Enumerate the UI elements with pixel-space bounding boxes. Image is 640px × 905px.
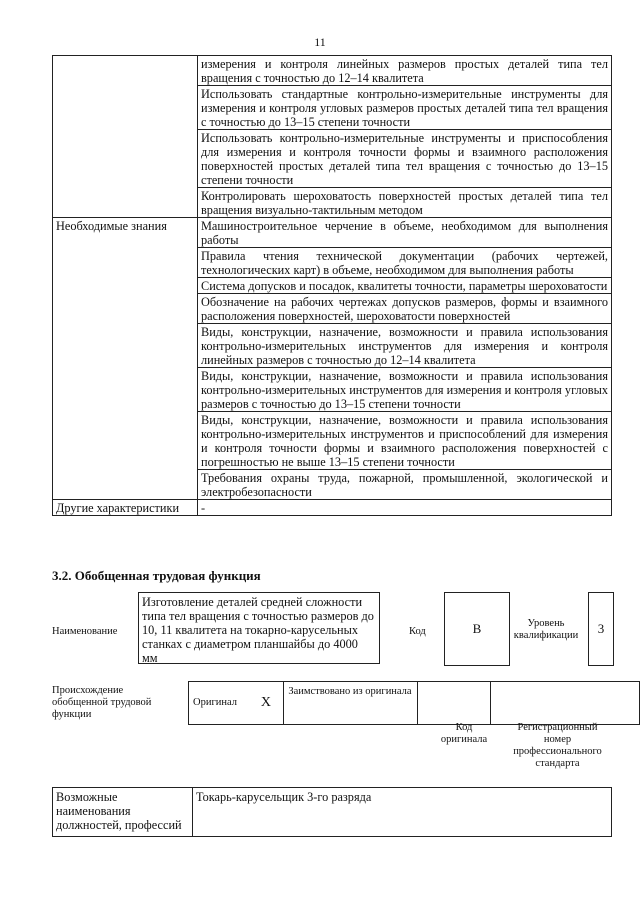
table-cell: измерения и контроля линейных размеров простых деталей типа тел вращения с точностью до 12–14 квалитета [198, 56, 612, 86]
positions-table [52, 787, 612, 837]
reg-number-cell [490, 682, 639, 725]
table-row-label: Другие характеристики [53, 500, 198, 516]
function-name-box: Изготовление деталей средней сложности типа тел вращения с точностью размеров до 10, 11 квалитета на токарно-карусельных станках с диаметром планшайбы до 4000 мм [138, 592, 380, 664]
skills-knowledge-table [52, 55, 612, 516]
table-cell: Контролировать шероховатость поверхностей простых деталей типа тел вращения визуально-тактильным методом [198, 188, 612, 218]
code-original-caption: Код оригинала [440, 722, 488, 745]
table-cell: Использовать стандартные контрольно-измерительные инструменты для измерения и контроля угловых размеров простых деталей типа тел вращения с точностью до 13–15 степени точности [198, 86, 612, 130]
origin-label: Происхождение обобщенной трудовой функции [52, 685, 152, 720]
page-number: 11 [314, 35, 326, 49]
name-label: Наименование [52, 626, 118, 637]
origin-table [188, 681, 640, 725]
table-cell: Правила чтения технической документации (рабочих чертежей, технологических карт) в объеме, необходимом для выполнения работы [198, 248, 612, 278]
positions-value: Токарь-карусельщик 3-го разряда [193, 788, 612, 837]
table-cell: Виды, конструкции, назначение, возможности и правила использования контрольно-измерительных инструментов для измерения и контроля угловых размеров с точностью до 13–15 степени точности [198, 368, 612, 412]
original-mark: Х [248, 682, 283, 725]
borrowed-label: Заимствовано из оригинала [284, 682, 418, 725]
table-cell: Виды, конструкции, назначение, возможности и правила использования контрольно-измерительных инструментов и приспособлений для измерения и контроля точности формы и взаимного расположения поверхностей с погрешностью не выше 13–15 степени точности [198, 412, 612, 470]
table-cell: Использовать контрольно-измерительные инструменты и приспособления для измерения и контроля точности формы и взаимного расположения поверхностей простых деталей типа тел вращения с точностью до 13–15 степени точности [198, 130, 612, 188]
table-cell: Обозначение на рабочих чертежах допусков размеров, формы и взаимного расположения поверхностей, шероховатости поверхностей [198, 294, 612, 324]
code-label: Код [409, 626, 426, 637]
table-row-label: Необходимые знания [53, 218, 198, 500]
level-label: Уровень квалификации [513, 618, 579, 641]
table-row-label [53, 56, 198, 218]
positions-label: Возможные наименования должностей, профессий [53, 788, 193, 837]
level-value-box: 3 [588, 592, 614, 666]
code-value-box: В [444, 592, 510, 666]
original-label: Оригинал [189, 682, 249, 725]
table-cell: - [198, 500, 612, 516]
table-cell: Виды, конструкции, назначение, возможности и правила использования контрольно-измерительных инструментов для измерения и контроля линейных размеров с точностью до 12–14 квалитета [198, 324, 612, 368]
code-original-cell [418, 682, 491, 725]
section-heading: 3.2. Обобщенная трудовая функция [52, 568, 261, 583]
reg-number-caption: Регистрационный номер профессионального стандарта [513, 722, 602, 769]
table-cell: Требования охраны труда, пожарной, промышленной, экологической и электробезопасности [198, 470, 612, 500]
table-cell: Машиностроительное черчение в объеме, необходимом для выполнения работы [198, 218, 612, 248]
table-cell: Система допусков и посадок, квалитеты точности, параметры шероховатости [198, 278, 612, 294]
